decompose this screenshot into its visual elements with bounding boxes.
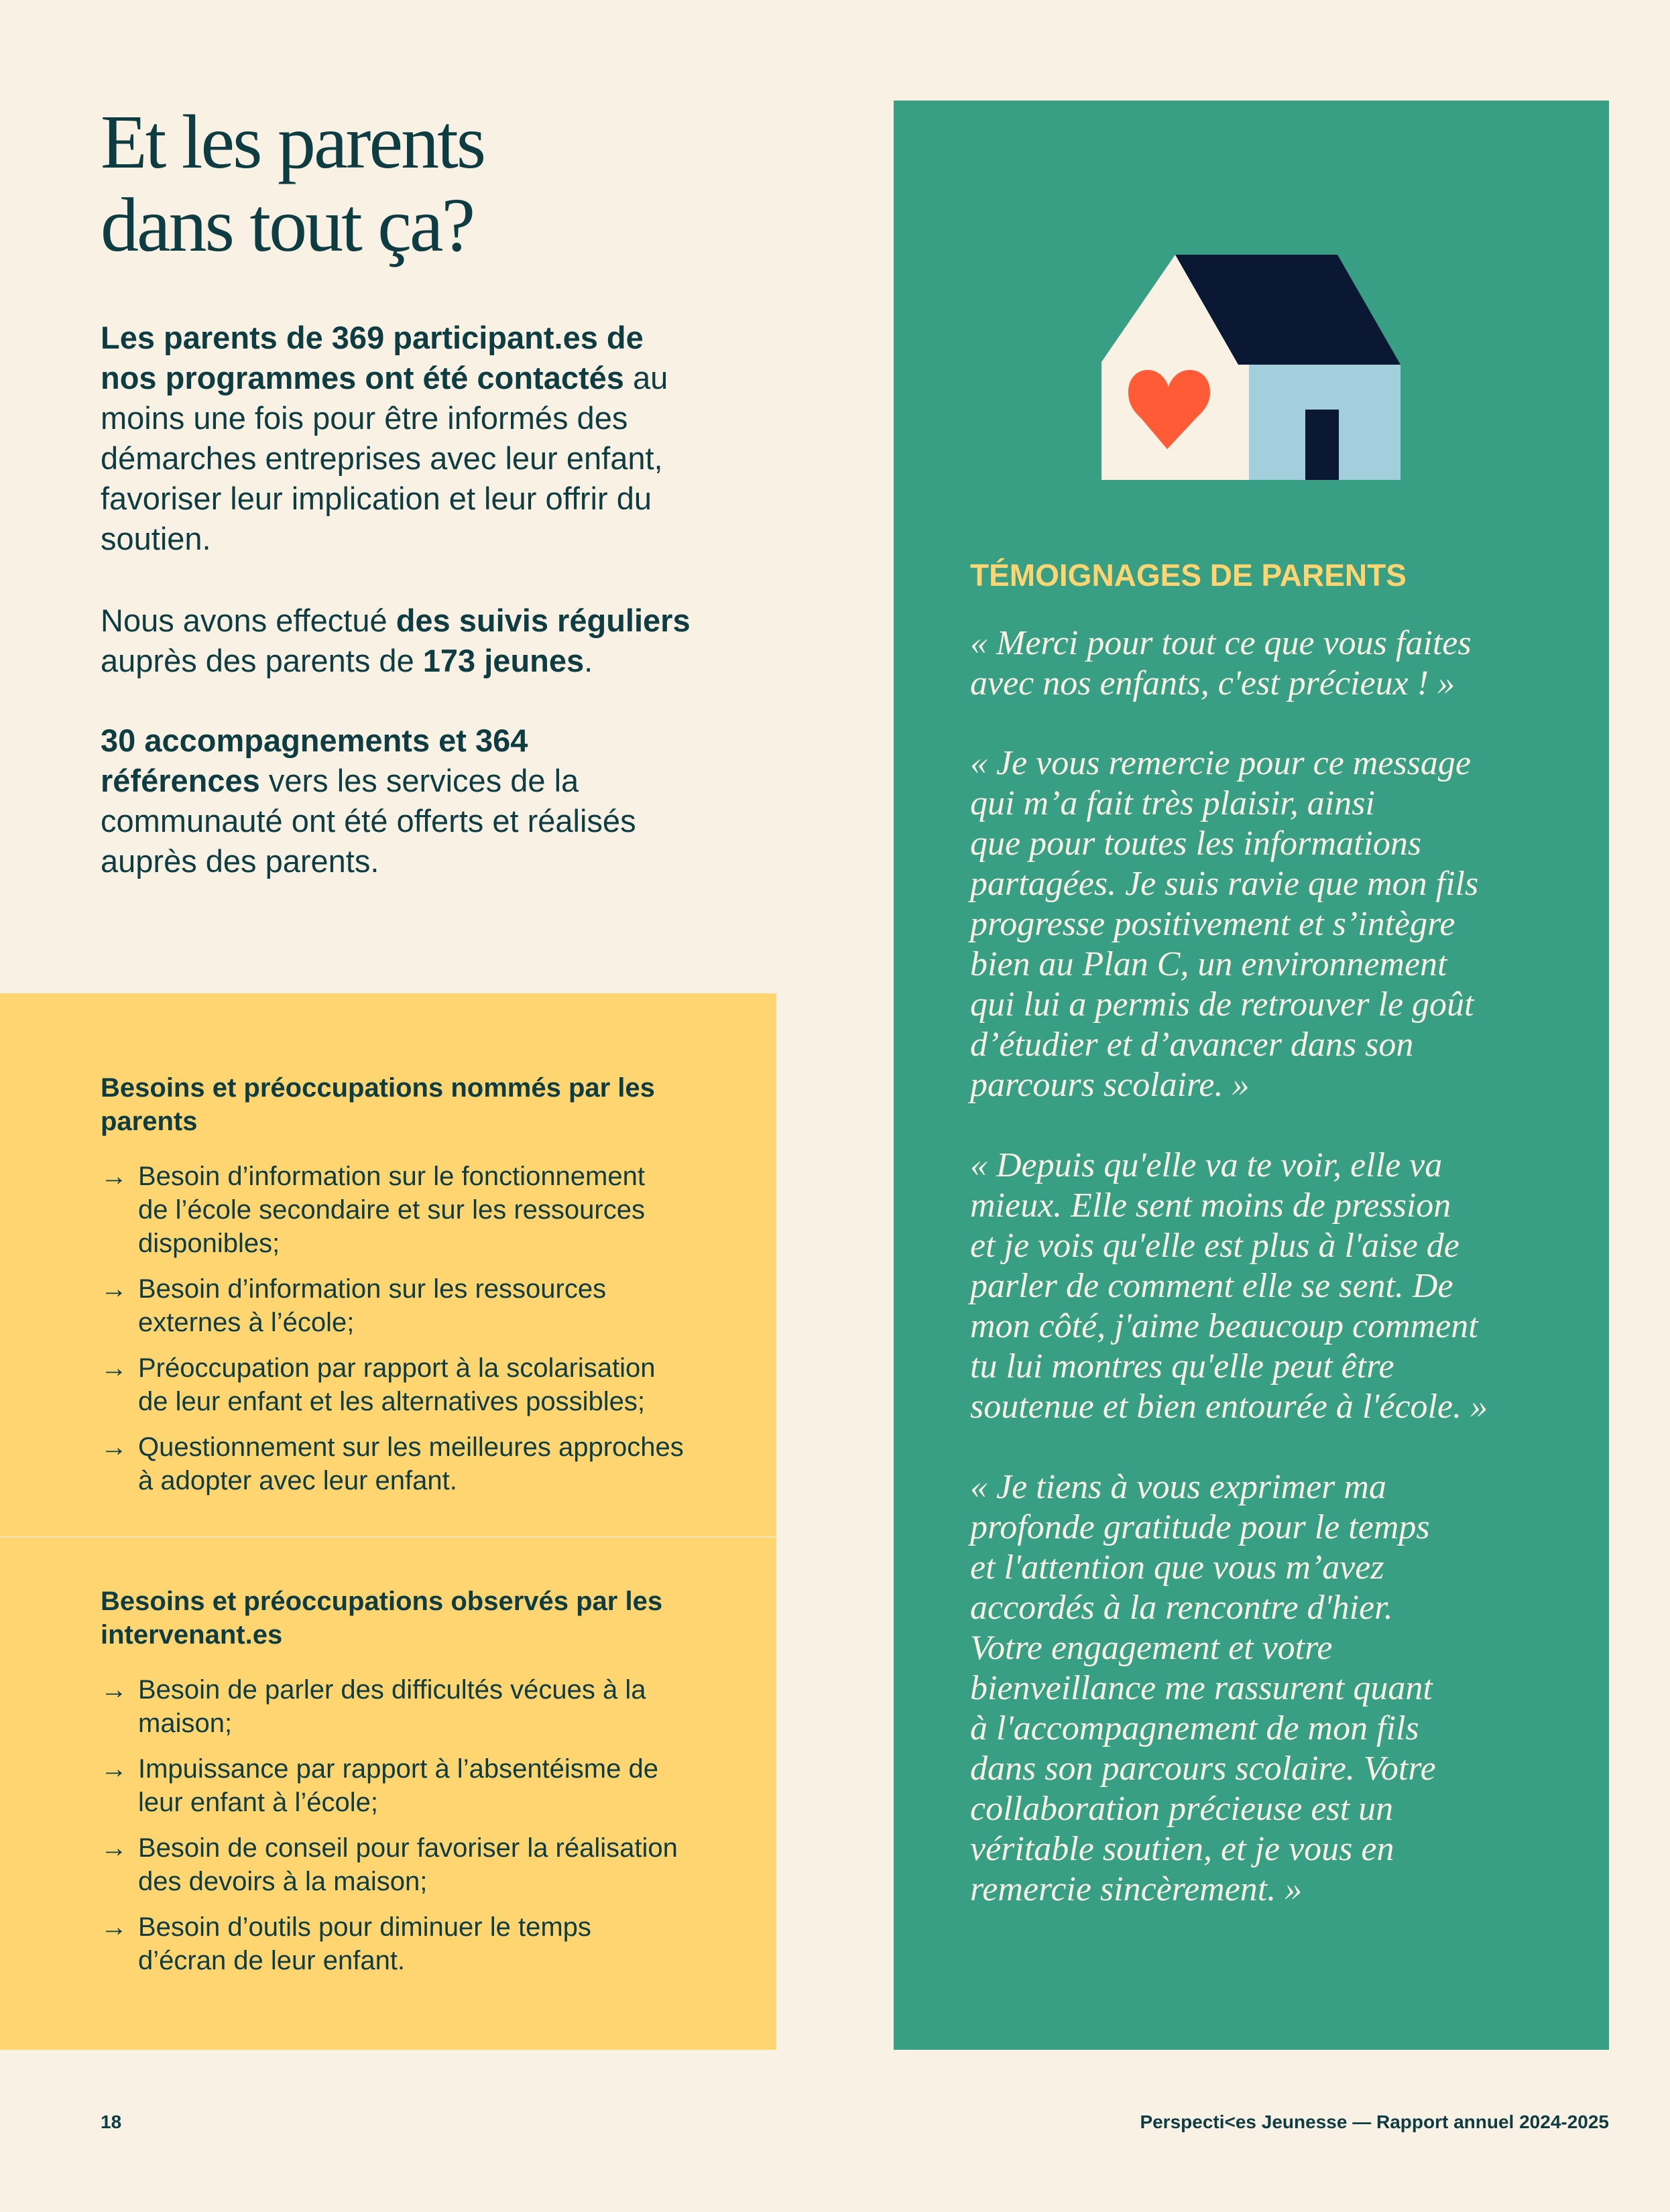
page-title: Et les parents dans tout ça? (101, 99, 485, 267)
list-item (101, 1831, 758, 1898)
workers-observed-needs-list (101, 1673, 758, 1989)
list-item-text: Questionnement sur les meilleures approches à adopter avec leur enfant. (138, 1432, 684, 1495)
divider (0, 1536, 776, 1538)
intro-paragraph-referrals (101, 721, 771, 881)
arrow-right-icon: → (101, 1432, 127, 1462)
highlight: 173 jeunes (422, 643, 585, 678)
workers-observed-needs-heading: Besoins et préoccupations observés par les intervenant.es (101, 1587, 663, 1650)
list-item-text: Besoin d’outils pour diminuer le temps d’écran de leur enfant. (138, 1912, 591, 1975)
page-number: 18 (101, 2111, 122, 2132)
list-item-text: Préoccupation par rapport à la scolarisation de leur enfant et les alternatives possibles; (138, 1353, 656, 1416)
text: Nous avons effectué (101, 603, 396, 638)
list-item (101, 1910, 758, 1977)
testimonials-heading: TÉMOIGNAGES DE PARENTS (970, 558, 1407, 593)
text: vers les services de la communauté ont été offerts et réalisés auprès des parents. (101, 763, 636, 879)
intro-paragraph-contacts (101, 318, 771, 559)
highlight: 30 accompagnements et 364 références (101, 723, 528, 798)
arrow-right-icon: → (101, 1912, 127, 1942)
list-item (101, 1351, 758, 1418)
parents-needs-list (101, 1160, 758, 1510)
list-item-text: Impuissance par rapport à l’absentéisme de leur enfant à l’école; (138, 1754, 658, 1817)
arrow-right-icon: → (101, 1162, 127, 1191)
arrow-right-icon: → (101, 1675, 127, 1705)
text: auprès des parents de (101, 643, 414, 678)
testimonial-quote: « Depuis qu'elle va te voir, elle va mieux. Elle sent moins de pression et je vois qu'elle est plus à l'aise de parler de comment elle se sent. De mon côté, j'aime beaucoup comment tu lui montres qu'elle peut être soutenue et bien entourée à l'école. » (970, 1146, 1488, 1426)
testimonial-quote: « Je tiens à vous exprimer ma profonde gratitude pour le temps et l'attention que vous m’avez accordés à la rencontre d'hier. Votre engagement et votre bienveillance me rassurent quant à l'accompagnement de mon fils dans son parcours scolaire. Votre collaboration précieuse est un véritable soutien, et je vous en remercie sincèrement. » (970, 1468, 1436, 1908)
list-item (101, 1160, 758, 1260)
testimonial-quote: « Merci pour tout ce que vous faites avec nos enfants, c'est précieux ! » (970, 624, 1472, 702)
parents-needs-heading: Besoins et préoccupations nommés par les parents (101, 1073, 655, 1136)
list-item (101, 1272, 758, 1339)
arrow-right-icon: → (101, 1833, 127, 1863)
list-item (101, 1673, 758, 1740)
arrow-right-icon: → (101, 1754, 127, 1784)
highlight: des suivis réguliers (396, 603, 691, 638)
highlight: Les parents de 369 participant.es de nos programmes ont été contactés (101, 320, 644, 395)
house-heart-icon (1101, 255, 1400, 480)
list-item (101, 1752, 758, 1819)
arrow-right-icon: → (101, 1353, 127, 1383)
list-item-text: Besoin d’information sur le fonctionnement de l’école secondaire et sur les ressources disponibles; (138, 1162, 645, 1258)
arrow-right-icon: → (101, 1274, 127, 1304)
text: au moins une fois pour être informés des démarches entreprises avec leur enfant, favoriser leur implication et leur offrir du soutien. (101, 360, 668, 556)
house-door (1305, 410, 1339, 480)
list-item-text: Besoin de parler des difficultés vécues à la maison; (138, 1675, 646, 1738)
publication-footer: Perspecti<es Jeunesse — Rapport annuel 2024-2025 (1140, 2111, 1609, 2132)
list-item (101, 1430, 758, 1497)
intro-paragraph-follow-ups (101, 601, 771, 681)
list-item-text: Besoin d’information sur les ressources externes à l’école; (138, 1274, 607, 1337)
text: . (584, 643, 593, 678)
list-item-text: Besoin de conseil pour favoriser la réalisation des devoirs à la maison; (138, 1833, 678, 1896)
testimonial-quote: « Je vous remercie pour ce message qui m’a fait très plaisir, ainsi que pour toutes les informations partagées. Je suis ravie que mon fils progresse positivement et s’intègre bien au Plan C, un environnement qui lui a permis de retrouver le goût d’étudier et d’avancer dans son parcours scolaire. » (970, 744, 1479, 1104)
